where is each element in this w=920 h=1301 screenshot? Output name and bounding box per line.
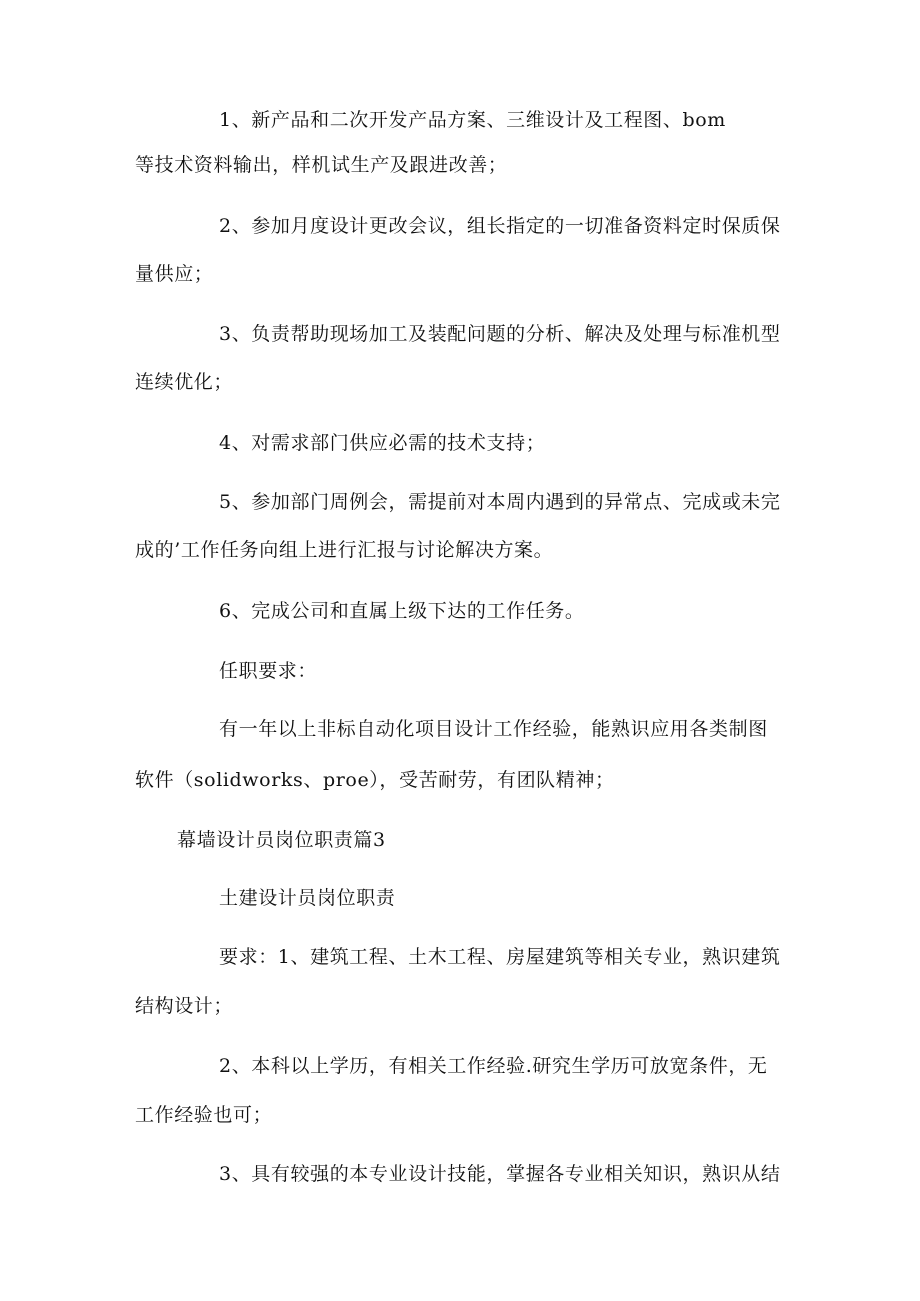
- requirements-heading: 任职要求：: [219, 660, 318, 682]
- subsection-title: 土建设计员岗位职责: [219, 887, 396, 909]
- paragraph-13-line-1: 3、具有较强的本专业设计技能，掌握各专业相关知识，熟识从结: [219, 1163, 781, 1185]
- paragraph-4-line-1: 4、对需求部门供应必需的技术支持；: [219, 432, 546, 454]
- paragraph-11-line-1: 要求：1、建筑工程、土木工程、房屋建筑等相关专业，熟识建筑: [219, 946, 781, 968]
- paragraph-2-line-1: 2、参加月度设计更改会议，组长指定的一切准备资料定时保质保: [219, 215, 781, 237]
- paragraph-11-line-2: 结构设计；: [135, 995, 234, 1017]
- paragraph-1-line-1: 1、新产品和二次开发产品方案、三维设计及工程图、bom: [219, 109, 726, 131]
- section-title: 幕墙设计员岗位职责篇3: [177, 829, 386, 851]
- paragraph-12-line-2: 工作经验也可；: [135, 1104, 273, 1126]
- paragraph-3-line-1: 3、负责帮助现场加工及装配问题的分析、解决及处理与标准机型: [219, 323, 781, 345]
- paragraph-2-line-2: 量供应；: [135, 263, 214, 285]
- paragraph-8-line-1: 有一年以上非标自动化项目设计工作经验，能熟识应用各类制图: [219, 718, 768, 740]
- paragraph-3-line-2: 连续优化；: [135, 371, 234, 393]
- paragraph-5-line-2: 成的’工作任务向组上进行汇报与讨论解决方案。: [135, 539, 554, 561]
- paragraph-8-line-2: 软件（solidworks、proe），受苦耐劳，有团队精神；: [135, 769, 615, 791]
- paragraph-1-line-2: 等技术资料输出，样机试生产及跟进改善；: [135, 154, 508, 176]
- paragraph-5-line-1: 5、参加部门周例会，需提前对本周内遇到的异常点、完成或未完: [219, 491, 781, 513]
- paragraph-12-line-1: 2、本科以上学历，有相关工作经验.研究生学历可放宽条件，无: [219, 1055, 768, 1077]
- paragraph-6-line-1: 6、完成公司和直属上级下达的工作任务。: [219, 600, 585, 622]
